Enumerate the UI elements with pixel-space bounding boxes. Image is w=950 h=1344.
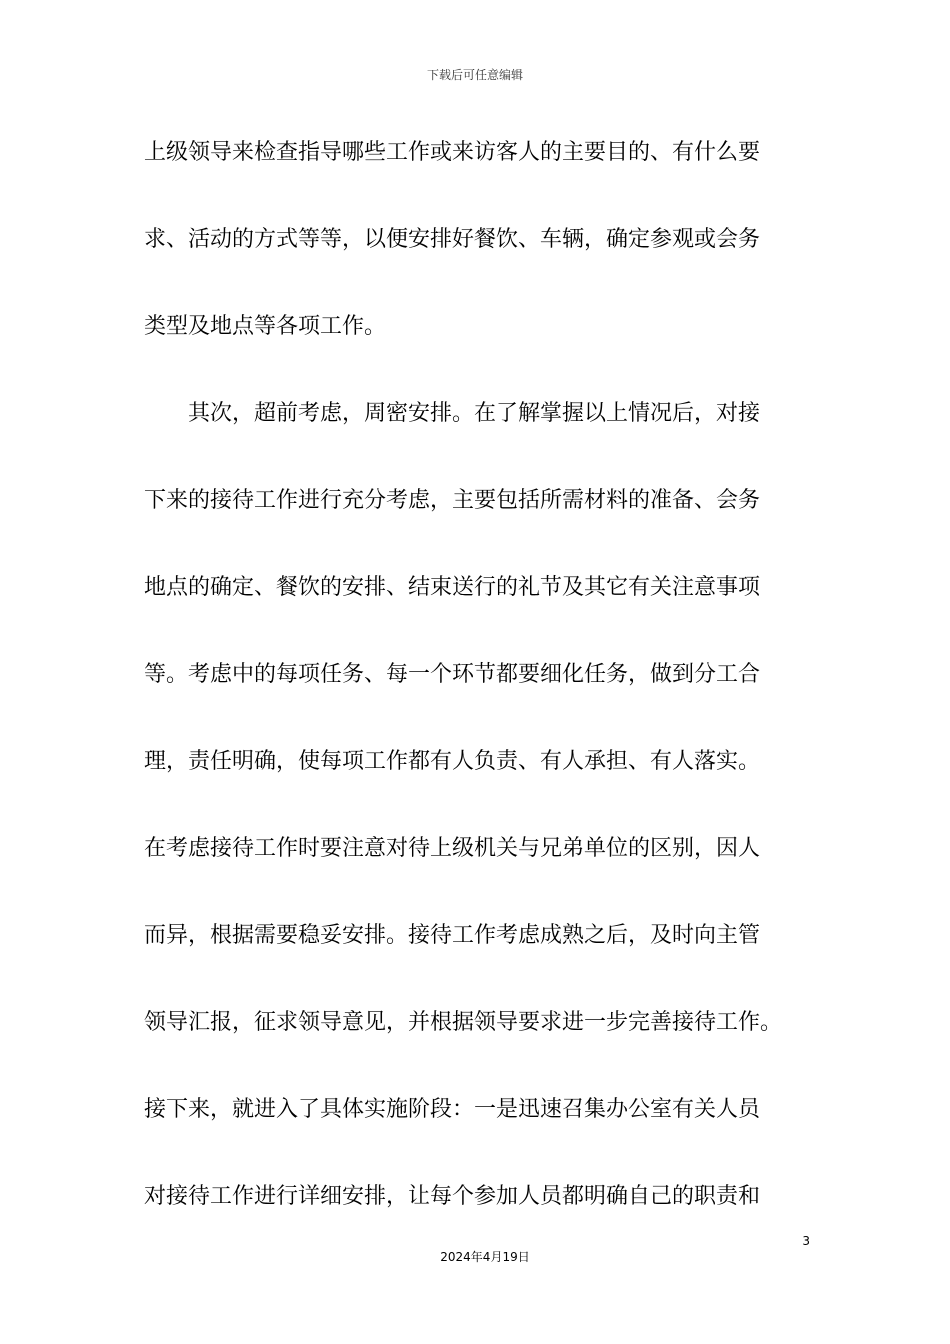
footer-date: 2024年4月19日 — [440, 1250, 530, 1264]
text-line: 求、活动的方式等等，以便安排好餐饮、车辆，确定参观或会务 — [144, 227, 761, 252]
text-line: 下来的接待工作进行充分考虑，主要包括所需材料的准备、会务 — [144, 488, 761, 513]
text-line: 等。考虑中的每项任务、每一个环节都要细化任务，做到分工合 — [144, 662, 761, 687]
text-line: 地点的确定、餐饮的安排、结束送行的礼节及其它有关注意事项 — [144, 575, 761, 600]
text-line: 类型及地点等各项工作。 — [144, 314, 387, 339]
text-line: 接下来，就进入了具体实施阶段：一是迅速召集办公室有关人员 — [144, 1097, 761, 1122]
text-line: 领导汇报，征求领导意见，并根据领导要求进一步完善接待工作。 — [144, 1010, 783, 1035]
text-line: 而异，根据需要稳妥安排。接待工作考虑成熟之后，及时向主管 — [144, 923, 761, 948]
text-line: 其次，超前考虑，周密安排。在了解掌握以上情况后，对接 — [144, 401, 761, 426]
document-body — [144, 131, 824, 1262]
text-line: 上级领导来检查指导哪些工作或来访客人的主要目的、有什么要 — [144, 140, 761, 165]
page-header: 下载后可任意编辑 — [426, 68, 523, 82]
text-line: 在考虑接待工作时要注意对待上级机关与兄弟单位的区别，因人 — [144, 836, 761, 861]
text-line: 理，责任明确，使每项工作都有人负责、有人承担、有人落实。 — [144, 749, 761, 774]
text-line: 对接待工作进行详细安排，让每个参加人员都明确自己的职责和 — [144, 1184, 761, 1209]
page-number: 3 — [802, 1234, 810, 1248]
